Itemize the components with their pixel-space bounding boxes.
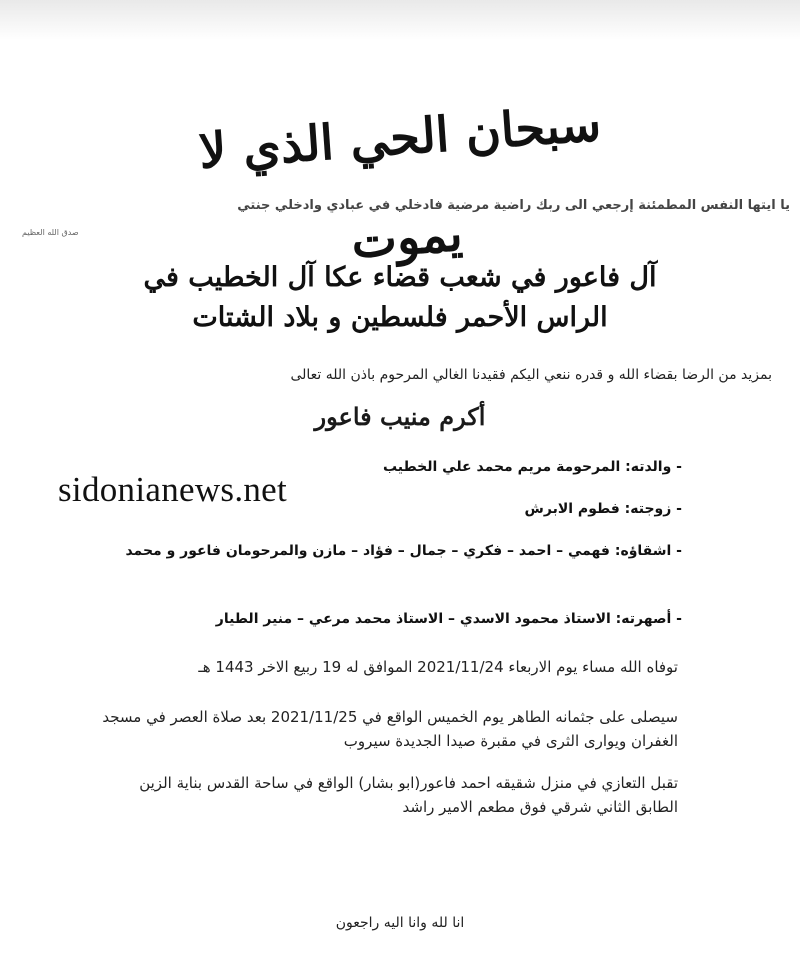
site-watermark: sidonianews.net — [58, 470, 288, 509]
verse-citation: صدق الله العظيم — [22, 228, 79, 237]
quran-verse: يا ايتها النفس المطمئنة إرجعي الى ربك راضية مرضية فادخلي في عبادي وادخلي جنتي — [237, 198, 790, 213]
family-title-line-1: آل فاعور في شعب قضاء عكا آل الخطيب في — [143, 262, 657, 293]
funeral-notice: سيصلى على جثمانه الطاهر يوم الخميس الواقع في 2021/11/25 بعد صلاة العصر في مسجد الغفران ويوارى الثرى في مقبرة صيدا الجديدة سيروب — [102, 708, 678, 750]
death-notice: توفاه الله مساء يوم الاربعاء 2021/11/24 الموافق له 19 ربيع الاخر 1443 هـ — [198, 658, 678, 676]
closing-phrase: انا لله وانا اليه راجعون — [335, 915, 465, 931]
relative-in-laws: - أصهرته: الاستاذ محمود الاسدي – الاستاذ محمد مرعي – منير الطيار — [215, 611, 682, 627]
announcement-intro: بمزيد من الرضا بقضاء الله و قدره ننعي اليكم فقيدنا الغالي المرحوم باذن الله تعالى — [290, 367, 772, 383]
calligraphy-headline: سبحان الحي الذي لا يموت — [197, 96, 603, 270]
family-title-line-2: الراس الأحمر فلسطين و بلاد الشتات — [192, 302, 608, 333]
condolences-notice: تقبل التعازي في منزل شقيقه احمد فاعور(ابو بشار) الواقع في ساحة القدس بناية الزين الطابق الثاني شرقي فوق مطعم الامير راشد — [139, 774, 678, 816]
relative-mother: - والدته: المرحومة مريم محمد علي الخطيب — [382, 459, 682, 475]
deceased-name: أكرم منيب فاعور — [314, 402, 486, 431]
family-title — [90, 258, 710, 338]
relative-brothers: - اشقاؤه: فهمي – احمد – فكري – جمال – فؤاد – مازن والمرحومان فاعور و محمد — [125, 543, 682, 559]
relative-wife: - زوجته: فطوم الابرش — [524, 501, 682, 517]
